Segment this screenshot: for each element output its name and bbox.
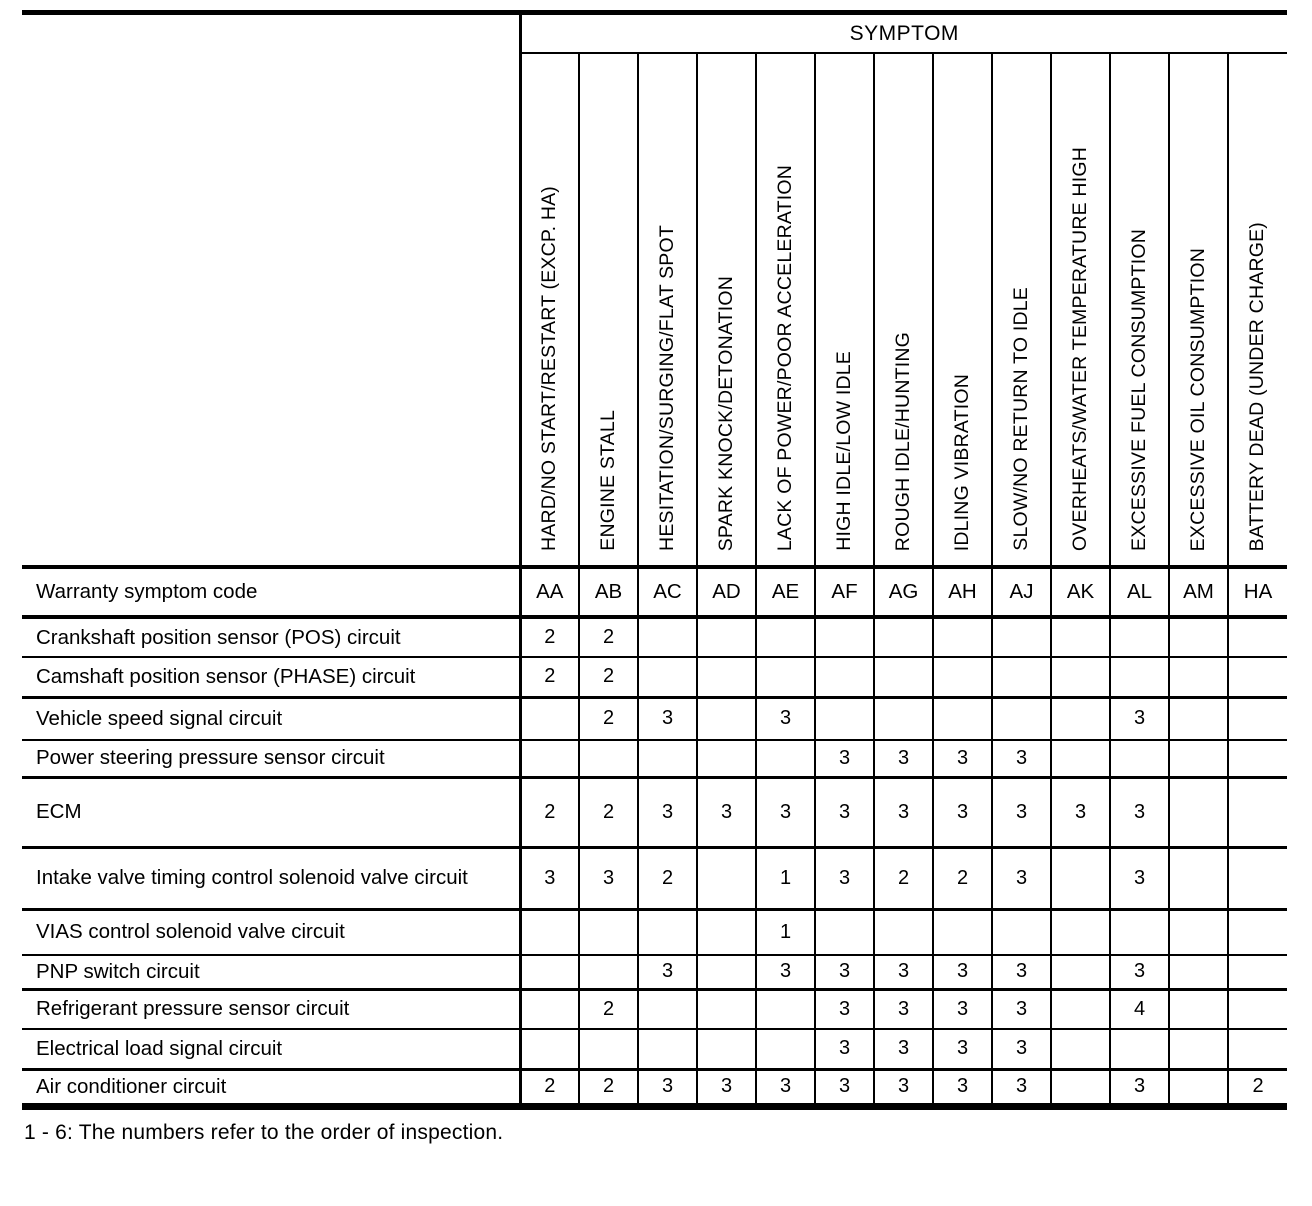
- symptom-column-header: [638, 53, 697, 567]
- inspection-order-cell: [992, 909, 1051, 955]
- inspection-order-cell: [1228, 989, 1287, 1029]
- warranty-code-cell: HA: [1228, 567, 1287, 617]
- inspection-order-cell: 3: [638, 1069, 697, 1106]
- inspection-order-cell: 3: [697, 777, 756, 847]
- symptom-column-label: HESITATION/SURGING/FLAT SPOT: [655, 225, 678, 551]
- inspection-order-cell: 1: [756, 847, 815, 909]
- inspection-order-cell: 3: [520, 847, 579, 909]
- inspection-order-cell: [1228, 777, 1287, 847]
- inspection-order-cell: [1228, 617, 1287, 657]
- inspection-order-cell: [1051, 909, 1110, 955]
- inspection-order-cell: [1169, 847, 1228, 909]
- inspection-order-cell: [520, 1029, 579, 1069]
- inspection-order-cell: [933, 909, 992, 955]
- inspection-order-cell: [697, 989, 756, 1029]
- warranty-code-cell: AE: [756, 567, 815, 617]
- inspection-order-cell: 3: [992, 989, 1051, 1029]
- inspection-order-cell: [756, 740, 815, 777]
- row-label: Camshaft position sensor (PHASE) circuit: [22, 657, 520, 697]
- inspection-order-cell: [933, 697, 992, 740]
- symptom-column-label: LACK OF POWER/POOR ACCELERATION: [773, 164, 796, 551]
- inspection-order-cell: [1228, 955, 1287, 989]
- symptom-column-label: SPARK KNOCK/DETONATION: [714, 275, 737, 551]
- inspection-order-cell: [638, 657, 697, 697]
- symptom-column-label: OVERHEATS/WATER TEMPERATURE HIGH: [1068, 146, 1091, 551]
- inspection-order-cell: [579, 740, 638, 777]
- row-label: VIAS control solenoid valve circuit: [22, 909, 520, 955]
- inspection-order-cell: [1169, 777, 1228, 847]
- inspection-order-cell: [1169, 697, 1228, 740]
- inspection-order-cell: 1: [756, 909, 815, 955]
- inspection-order-cell: 3: [756, 777, 815, 847]
- inspection-order-cell: [697, 847, 756, 909]
- inspection-order-cell: [992, 657, 1051, 697]
- inspection-order-cell: [520, 909, 579, 955]
- inspection-order-cell: [992, 697, 1051, 740]
- inspection-order-cell: [697, 697, 756, 740]
- inspection-order-cell: 3: [992, 740, 1051, 777]
- inspection-order-cell: [1051, 1069, 1110, 1106]
- inspection-order-cell: 3: [638, 777, 697, 847]
- inspection-order-cell: 3: [933, 1029, 992, 1069]
- inspection-order-cell: 3: [815, 1069, 874, 1106]
- inspection-order-cell: 3: [756, 955, 815, 989]
- inspection-order-cell: 3: [874, 955, 933, 989]
- inspection-order-cell: [697, 1029, 756, 1069]
- inspection-order-cell: [1169, 955, 1228, 989]
- warranty-code-cell: AF: [815, 567, 874, 617]
- inspection-order-cell: [1228, 1029, 1287, 1069]
- inspection-order-cell: [1051, 847, 1110, 909]
- symptom-column-label: HIGH IDLE/LOW IDLE: [832, 351, 855, 551]
- symptom-diagnosis-table: [22, 10, 1287, 1110]
- inspection-order-cell: 3: [874, 1069, 933, 1106]
- symptom-column-label: EXCESSIVE FUEL CONSUMPTION: [1127, 229, 1150, 551]
- inspection-order-cell: 2: [874, 847, 933, 909]
- row-label: Refrigerant pressure sensor circuit: [22, 989, 520, 1029]
- inspection-order-cell: 3: [933, 777, 992, 847]
- inspection-order-cell: 3: [638, 955, 697, 989]
- inspection-order-cell: [1169, 617, 1228, 657]
- inspection-order-cell: [1169, 1069, 1228, 1106]
- table-row: [22, 1069, 1287, 1106]
- row-label: Power steering pressure sensor circuit: [22, 740, 520, 777]
- inspection-order-cell: [1228, 847, 1287, 909]
- table-row: [22, 955, 1287, 989]
- inspection-order-cell: [1169, 989, 1228, 1029]
- inspection-order-cell: 2: [579, 697, 638, 740]
- warranty-code-cell: AC: [638, 567, 697, 617]
- inspection-order-cell: [1110, 1029, 1169, 1069]
- inspection-order-cell: 2: [520, 657, 579, 697]
- table-row: [22, 909, 1287, 955]
- inspection-order-cell: 3: [815, 847, 874, 909]
- inspection-order-cell: [815, 617, 874, 657]
- symptom-column-header: [992, 53, 1051, 567]
- inspection-order-cell: 3: [874, 1029, 933, 1069]
- inspection-order-cell: 3: [992, 777, 1051, 847]
- warranty-code-cell: AJ: [992, 567, 1051, 617]
- inspection-order-cell: 2: [638, 847, 697, 909]
- footnote: 1 - 6: The numbers refer to the order of inspection.: [24, 1120, 504, 1144]
- inspection-order-cell: [1169, 1029, 1228, 1069]
- symptom-column-header: [1169, 53, 1228, 567]
- inspection-order-cell: [874, 697, 933, 740]
- table-row: [22, 617, 1287, 657]
- symptom-column-label: ENGINE STALL: [596, 410, 619, 551]
- inspection-order-cell: [638, 909, 697, 955]
- symptom-banner-row: [22, 13, 1287, 54]
- warranty-code-cell: AB: [579, 567, 638, 617]
- inspection-order-cell: [815, 697, 874, 740]
- inspection-order-cell: 3: [579, 847, 638, 909]
- inspection-order-cell: [697, 617, 756, 657]
- inspection-order-cell: [520, 955, 579, 989]
- warranty-code-cell: AA: [520, 567, 579, 617]
- inspection-order-cell: 3: [992, 955, 1051, 989]
- inspection-order-cell: 3: [1110, 1069, 1169, 1106]
- inspection-order-cell: 3: [697, 1069, 756, 1106]
- inspection-order-cell: 2: [520, 1069, 579, 1106]
- inspection-order-cell: 3: [756, 697, 815, 740]
- inspection-order-cell: [638, 740, 697, 777]
- inspection-order-cell: [1169, 657, 1228, 697]
- inspection-order-cell: [815, 909, 874, 955]
- inspection-order-cell: [756, 657, 815, 697]
- table-row: [22, 697, 1287, 740]
- symptom-column-label: BATTERY DEAD (UNDER CHARGE): [1246, 221, 1269, 551]
- warranty-code-cell: AG: [874, 567, 933, 617]
- inspection-order-cell: 3: [638, 697, 697, 740]
- inspection-order-cell: [1228, 740, 1287, 777]
- row-label: PNP switch circuit: [22, 955, 520, 989]
- inspection-order-cell: 3: [815, 740, 874, 777]
- inspection-order-cell: 3: [874, 989, 933, 1029]
- inspection-order-cell: 3: [1110, 697, 1169, 740]
- row-label: Intake valve timing control solenoid valve circuit: [22, 847, 520, 909]
- warranty-code-cell: AK: [1051, 567, 1110, 617]
- symptom-column-header: [815, 53, 874, 567]
- inspection-order-cell: [1110, 657, 1169, 697]
- symptom-column-header: [933, 53, 992, 567]
- inspection-order-cell: [520, 697, 579, 740]
- inspection-order-cell: 3: [933, 989, 992, 1029]
- inspection-order-cell: [1110, 909, 1169, 955]
- symptom-column-label: HARD/NO START/RESTART (EXCP. HA): [538, 185, 560, 551]
- inspection-order-cell: 3: [933, 1069, 992, 1106]
- inspection-order-cell: [638, 989, 697, 1029]
- inspection-order-cell: [697, 740, 756, 777]
- inspection-order-cell: 2: [520, 777, 579, 847]
- warranty-code-label: Warranty symptom code: [22, 567, 520, 617]
- symptom-column-header: [756, 53, 815, 567]
- symptom-column-label: EXCESSIVE OIL CONSUMPTION: [1186, 247, 1209, 551]
- inspection-order-cell: 3: [933, 955, 992, 989]
- inspection-order-cell: [756, 617, 815, 657]
- inspection-order-cell: [1051, 1029, 1110, 1069]
- inspection-order-cell: [697, 955, 756, 989]
- inspection-order-cell: [933, 617, 992, 657]
- inspection-order-cell: [579, 955, 638, 989]
- inspection-order-cell: 3: [874, 777, 933, 847]
- inspection-order-cell: 3: [1110, 847, 1169, 909]
- inspection-order-cell: 3: [992, 1029, 1051, 1069]
- inspection-order-cell: [1051, 657, 1110, 697]
- table-row: [22, 657, 1287, 697]
- inspection-order-cell: [933, 657, 992, 697]
- symptom-column-header: [697, 53, 756, 567]
- inspection-order-cell: 2: [579, 617, 638, 657]
- inspection-order-cell: [520, 740, 579, 777]
- inspection-order-cell: [1051, 617, 1110, 657]
- row-label: Electrical load signal circuit: [22, 1029, 520, 1069]
- inspection-order-cell: [992, 617, 1051, 657]
- inspection-order-cell: 3: [815, 955, 874, 989]
- warranty-code-cell: AD: [697, 567, 756, 617]
- symptom-column-header: [1051, 53, 1110, 567]
- table-row: [22, 777, 1287, 847]
- symptom-column-header: [1228, 53, 1287, 567]
- symptom-column-label: IDLING VIBRATION: [950, 373, 973, 551]
- inspection-order-cell: [520, 989, 579, 1029]
- table-row: [22, 1029, 1287, 1069]
- warranty-code-cell: AH: [933, 567, 992, 617]
- inspection-order-cell: 3: [1110, 955, 1169, 989]
- inspection-order-cell: [815, 657, 874, 697]
- inspection-order-cell: [874, 617, 933, 657]
- inspection-order-cell: [638, 1029, 697, 1069]
- inspection-order-cell: [1110, 617, 1169, 657]
- manual-page: [0, 10, 1312, 1206]
- inspection-order-cell: 3: [1110, 777, 1169, 847]
- inspection-order-cell: 2: [933, 847, 992, 909]
- inspection-order-cell: 3: [992, 847, 1051, 909]
- inspection-order-cell: 3: [815, 777, 874, 847]
- inspection-order-cell: 2: [1228, 1069, 1287, 1106]
- table-row: [22, 847, 1287, 909]
- inspection-order-cell: [756, 989, 815, 1029]
- symptom-header: SYMPTOM: [520, 13, 1287, 54]
- corner-cell: [22, 13, 520, 568]
- inspection-order-cell: [1051, 740, 1110, 777]
- symptom-column-label: ROUGH IDLE/HUNTING: [891, 331, 914, 551]
- inspection-order-cell: [1169, 740, 1228, 777]
- inspection-order-cell: [579, 909, 638, 955]
- table-row: [22, 740, 1287, 777]
- inspection-order-cell: [638, 617, 697, 657]
- inspection-order-cell: 2: [579, 657, 638, 697]
- symptom-column-header: [520, 53, 579, 567]
- inspection-order-cell: [1051, 989, 1110, 1029]
- inspection-order-cell: [1228, 657, 1287, 697]
- inspection-order-cell: [1228, 697, 1287, 740]
- inspection-order-cell: 3: [815, 1029, 874, 1069]
- inspection-order-cell: [874, 657, 933, 697]
- symptom-column-label: SLOW/NO RETURN TO IDLE: [1009, 287, 1032, 551]
- symptom-column-header: [1110, 53, 1169, 567]
- inspection-order-cell: 3: [933, 740, 992, 777]
- inspection-order-cell: [1051, 697, 1110, 740]
- inspection-order-cell: 2: [579, 777, 638, 847]
- inspection-order-cell: [579, 1029, 638, 1069]
- inspection-order-cell: [1110, 740, 1169, 777]
- inspection-order-cell: [697, 657, 756, 697]
- inspection-order-cell: [1051, 955, 1110, 989]
- inspection-order-cell: [874, 909, 933, 955]
- inspection-order-cell: 2: [579, 1069, 638, 1106]
- inspection-order-cell: 3: [1051, 777, 1110, 847]
- warranty-code-cell: AL: [1110, 567, 1169, 617]
- table-row: [22, 989, 1287, 1029]
- warranty-code-cell: AM: [1169, 567, 1228, 617]
- inspection-order-cell: 4: [1110, 989, 1169, 1029]
- symptom-column-header: [874, 53, 933, 567]
- inspection-order-cell: 2: [579, 989, 638, 1029]
- warranty-code-row: [22, 567, 1287, 617]
- inspection-order-cell: 3: [815, 989, 874, 1029]
- inspection-order-cell: [756, 1029, 815, 1069]
- inspection-order-cell: [1169, 909, 1228, 955]
- symptom-column-header: [579, 53, 638, 567]
- row-label: Air conditioner circuit: [22, 1069, 520, 1106]
- inspection-order-cell: 3: [992, 1069, 1051, 1106]
- row-label: Crankshaft position sensor (POS) circuit: [22, 617, 520, 657]
- row-label: Vehicle speed signal circuit: [22, 697, 520, 740]
- inspection-order-cell: [1228, 909, 1287, 955]
- inspection-order-cell: 2: [520, 617, 579, 657]
- inspection-order-cell: [697, 909, 756, 955]
- row-label: ECM: [22, 777, 520, 847]
- inspection-order-cell: 3: [874, 740, 933, 777]
- inspection-order-cell: 3: [756, 1069, 815, 1106]
